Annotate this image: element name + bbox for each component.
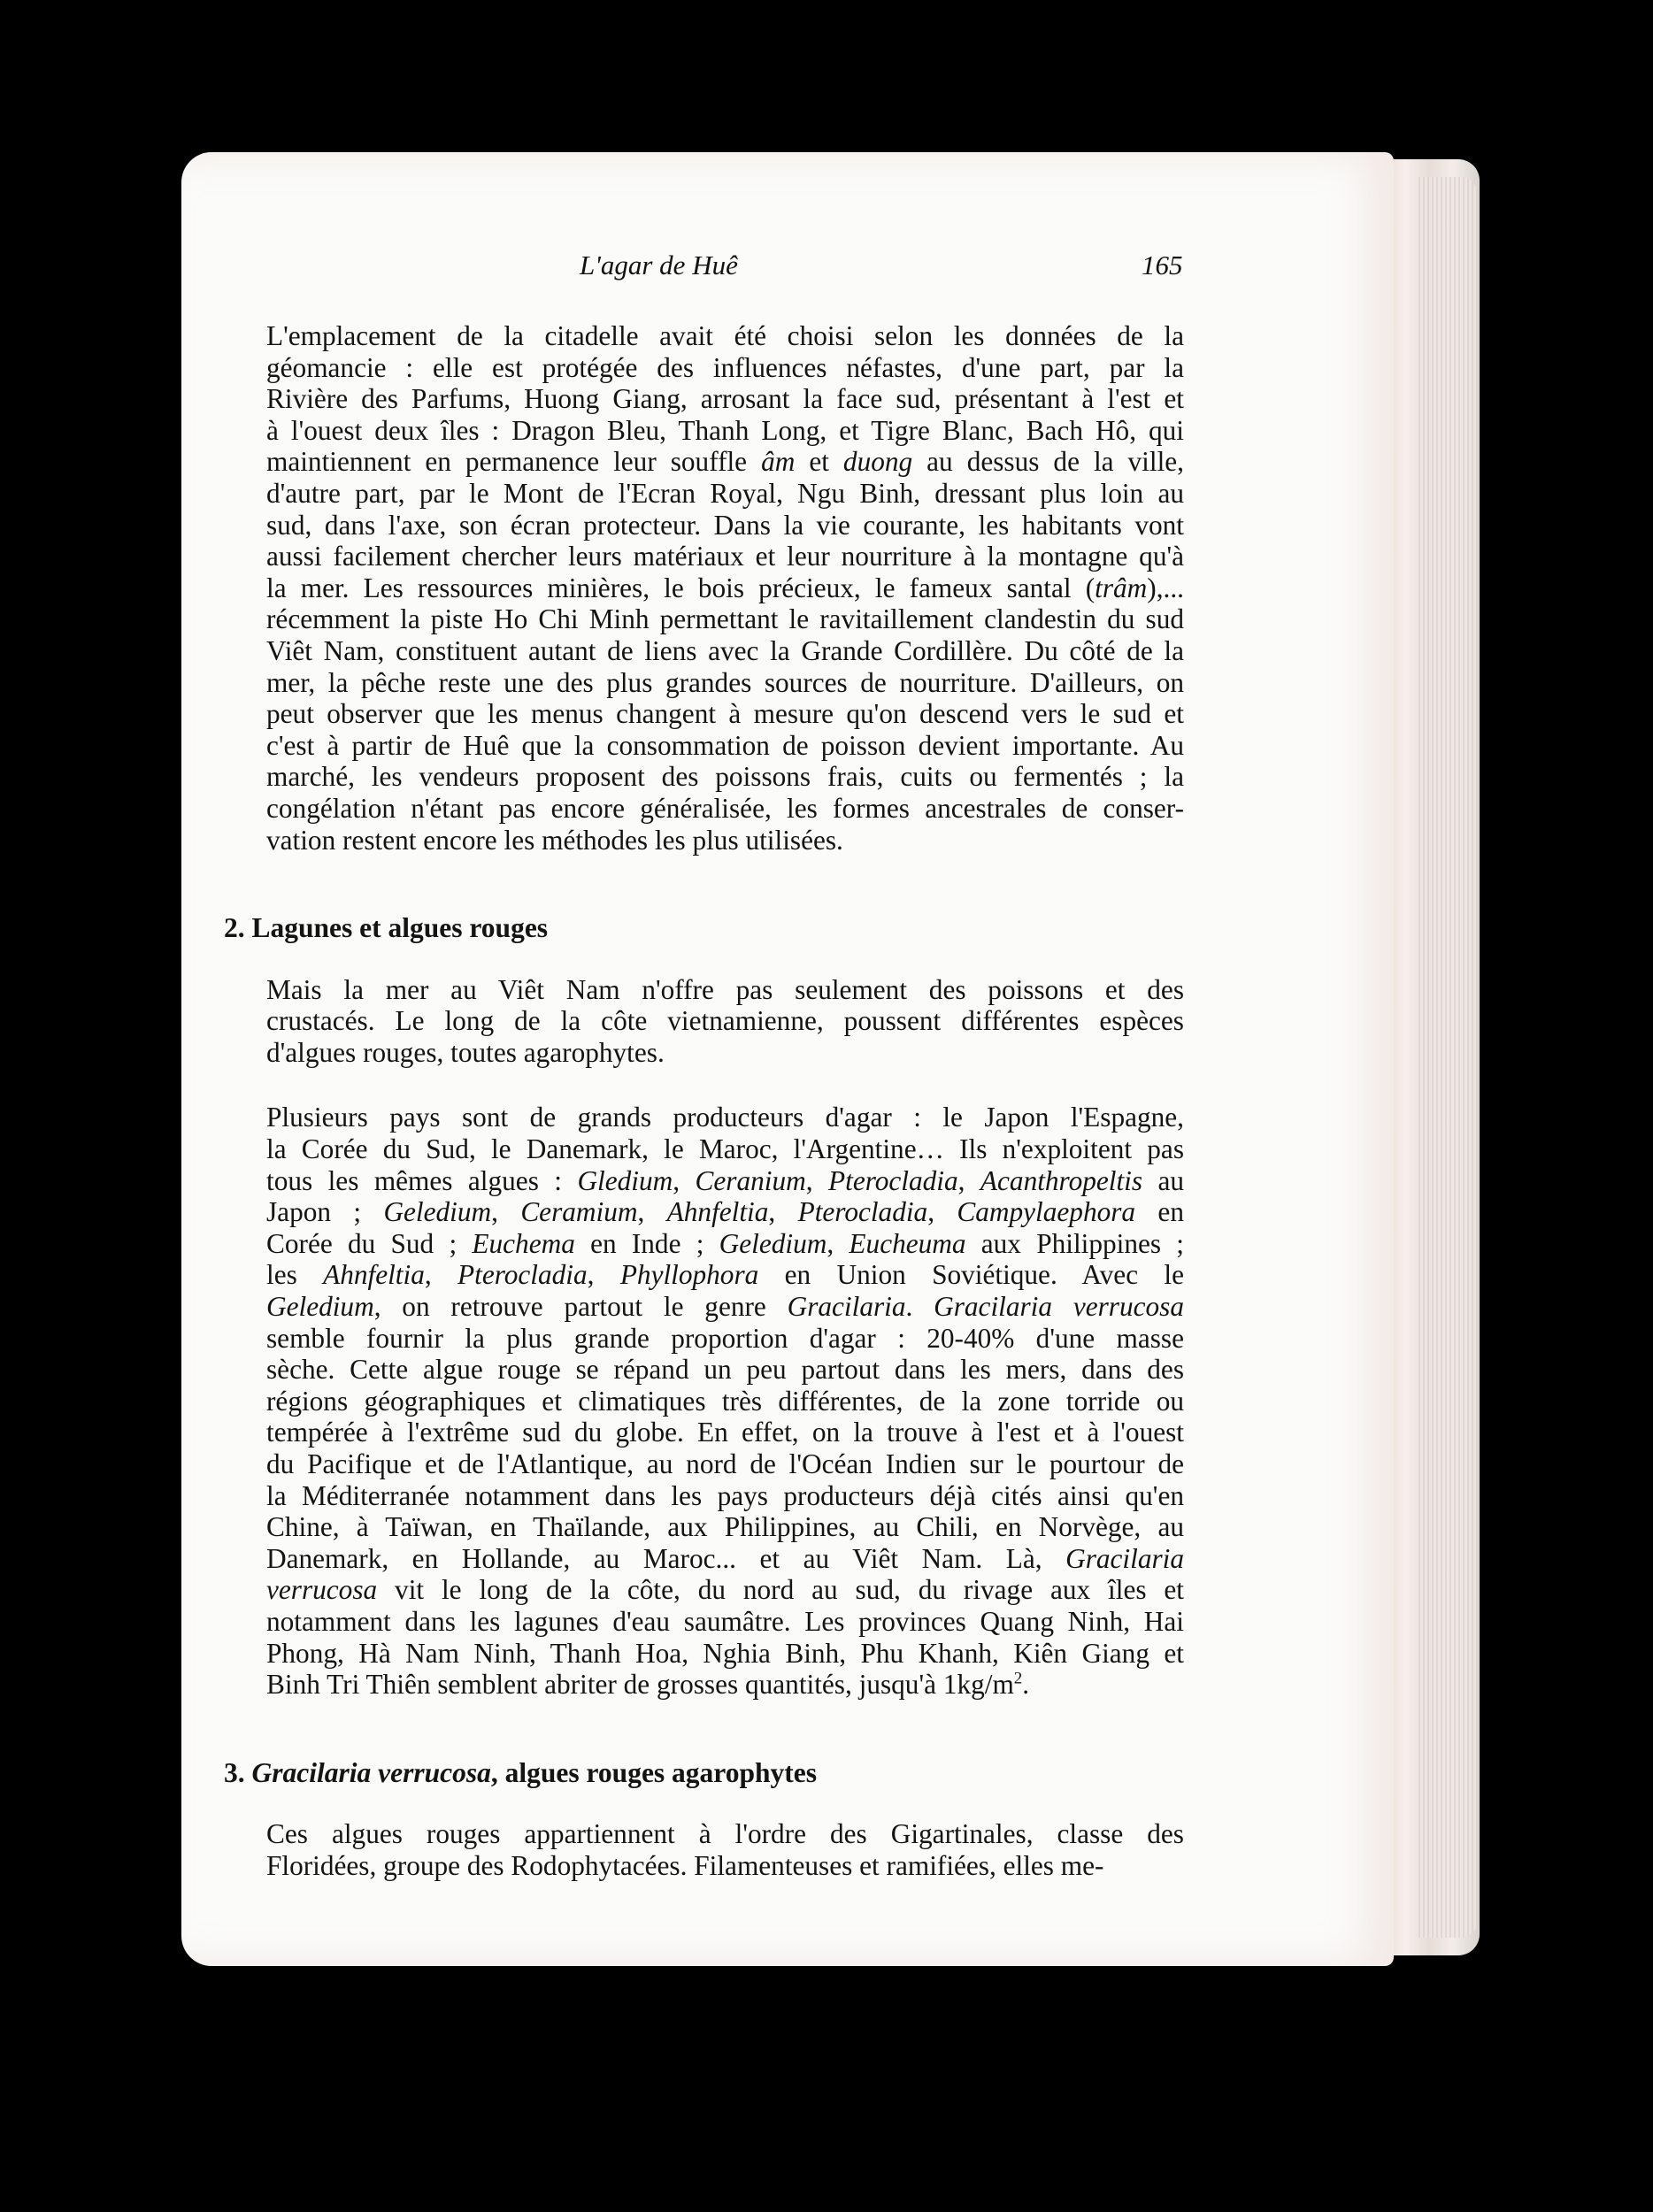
text-line: tempérée à l'extrême sud du globe. En effet, on la trouve à l'est et à l'ouest [266,1417,1184,1448]
text-line: géomancie : elle est protégée des influences néfastes, d'une part, par la [266,351,1184,383]
text-line: à l'ouest deux îles : Dragon Bleu, Thanh Long, et Tigre Blanc, Bach Hô, qui [266,414,1184,446]
text-line: semble fournir la plus grande proportion d'agar : 20-40% d'une masse [266,1322,1184,1354]
text-line: Binh Tri Thiên semblent abriter de grosses quantités, jusqu'à $1kg/m^2$. [266,1669,1030,1701]
text-line: vation restent encore les méthodes les plus utilisées. [266,824,843,856]
section-title-rest: , algues rouges agarophytes [490,1756,817,1788]
text-line: la Méditerranée notamment dans les pays producteurs déjà cités ainsi qu'en [266,1479,1184,1511]
text-line: congélation n'étant pas encore généralisée, les formes ancestrales de conser- [266,792,1184,824]
running-header [0,250,1653,285]
section-heading-3 [224,1757,1184,1789]
text-line: Corée du Sud ; Euchema en Inde ; Geledium, Eucheuma aux Philippines ; [266,1227,1184,1259]
page-stack-lines [1416,177,1478,1938]
text-line: sèche. Cette algue rouge se répand un peu partout dans les mers, dans des [266,1354,1184,1386]
text-line: c'est à partir de Huê que la consommation de poisson devient importante. Au [266,729,1184,761]
text-line: Geledium, on retrouve partout le genre Gracilaria. Gracilaria verrucosa [266,1291,1184,1323]
text-line: verrucosa vit le long de la côte, du nord au sud, du rivage aux îles et [266,1574,1184,1606]
page-number: 165 [1142,250,1183,280]
paragraph-citadel [224,320,1184,856]
text-line: sud, dans l'axe, son écran protecteur. Dans la vie courante, les habitants vont [266,509,1184,541]
text-line: mer, la pêche reste une des plus grandes sources de nourriture. D'ailleurs, on [266,666,1184,698]
text-line: aussi facilement chercher leurs matériaux et leur nourriture à la montagne qu'à [266,541,1184,572]
text-line: d'autre part, par le Mont de l'Ecran Royal, Ngu Binh, dressant plus loin au [266,477,1184,509]
text-line: Mais la mer au Viêt Nam n'offre pas seulement des poissons et des [266,973,1184,1005]
text-line: d'algues rouges, toutes agarophytes. [266,1036,665,1068]
text-line: la Corée du Sud, le Danemark, le Maroc, l'Argentine… Ils n'exploitent pas [266,1133,1184,1165]
text-line: la mer. Les ressources minières, le bois précieux, le fameux santal (trâm),... [266,572,1184,603]
text-line: Danemark, en Hollande, au Maroc... et au Viêt Nam. Là, Gracilaria [266,1542,1184,1574]
section-heading-2: 2. Lagunes et algues rouges [224,912,549,944]
page-body [224,320,1184,1882]
text-line: du Pacifique et de l'Atlantique, au nord de l'Océan Indien sur le pourtour de [266,1448,1184,1479]
paragraph-lagoons [224,974,1184,1069]
text-line: les Ahnfeltia, Pterocladia, Phyllophora en Union Soviétique. Avec le [266,1259,1185,1291]
text-line: maintiennent en permanence leur souffle âm et duong au dessus de la ville, [266,446,1184,478]
text-line: tous les mêmes algues : Gledium, Ceranium, Pterocladia, Acanthropeltis au [266,1164,1185,1196]
text-line: Rivière des Parfums, Huong Giang, arrosant la face sud, présentant à l'est et [266,383,1184,415]
text-line: Phong, Hà Nam Ninh, Thanh Hoa, Nghia Binh, Phu Khanh, Kiên Giang et [266,1637,1184,1669]
text-line: Japon ; Geledium, Ceramium, Ahnfeltia, Pterocladia, Campylaephora en [266,1196,1184,1228]
text-line: notamment dans les lagunes d'eau saumâtre. Les provinces Quang Ninh, Hai [266,1605,1184,1637]
text-line: Plusieurs pays sont de grands producteurs d'agar : le Japon l'Espagne, [266,1102,1184,1133]
text-line: Floridées, groupe des Rodophytacées. Filamenteuses et ramifiées, elles me- [266,1849,1104,1881]
text-line: marché, les vendeurs proposent des poissons frais, cuits ou fermentés ; la [266,761,1184,793]
running-title: L'agar de Huê [580,250,738,280]
section-genus: Gracilaria verrucosa [251,1756,491,1788]
section-number: 3. [224,1756,245,1788]
text-line: Ces algues rouges appartiennent à l'ordre des Gigartinales, classe des [266,1818,1184,1850]
text-line: L'emplacement de la citadelle avait été choisi selon les données de la [266,320,1184,351]
text-line: Viêt Nam, constituent autant de liens avec la Grande Cordillère. Du côté de la [266,634,1184,666]
paragraph-classification [224,1818,1184,1881]
text-line: récemment la piste Ho Chi Minh permettant le ravitaillement clandestin du sud [266,603,1184,635]
paragraph-producers [224,1102,1184,1700]
text-line: régions géographiques et climatiques très différentes, de la zone torride ou [266,1385,1184,1417]
text-line: Chine, à Taïwan, en Thaïlande, aux Philippines, au Chili, en Norvège, au [266,1511,1184,1543]
text-line: peut observer que les menus changent à mesure qu'on descend vers le sud et [266,698,1184,730]
text-line: crustacés. Le long de la côte vietnamienne, poussent différentes espèces [266,1005,1184,1037]
